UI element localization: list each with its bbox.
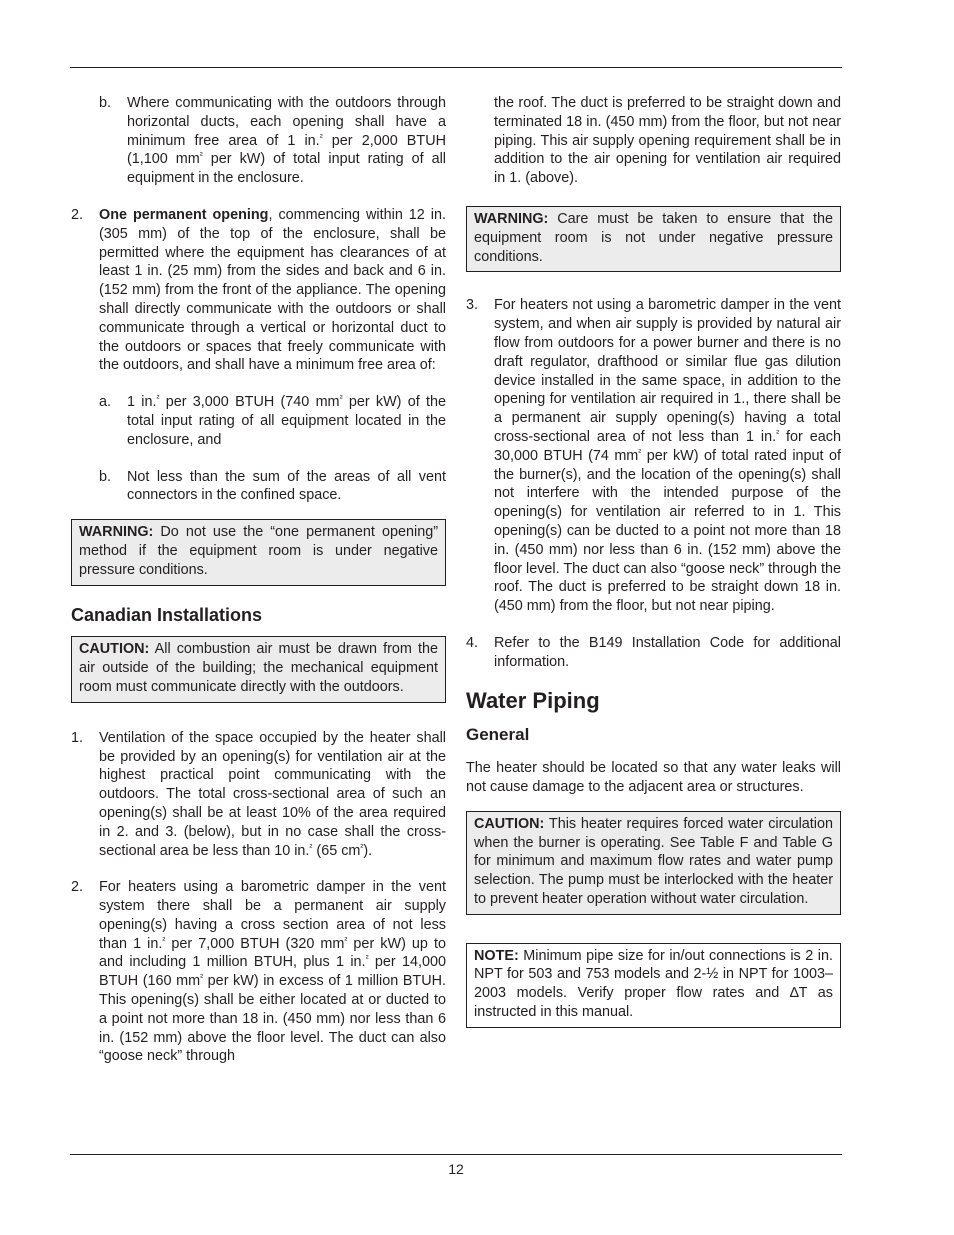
caution-text: All combustion air must be drawn from the air outside of the building; the mechanical equipment room must communicate directly with the outdoors. (79, 641, 438, 695)
warning-box (71, 519, 446, 585)
list-marker: a. (99, 394, 112, 411)
note-text: Minimum pipe size for in/out connections is 2 in. NPT for 503 and 753 models and 2-½ in NPT for 1003–2003 models. Verify proper flow rates and ∆T as instructed in this manual. (474, 947, 833, 1021)
continued-text: the roof. The duct is preferred to be straight down and terminated 18 in. (450 mm) from the floor, but not near piping. This air supply opening requirement shall be in addition to the air opening for ventilation air required in 1. (above). (494, 95, 841, 187)
list-marker: b. (99, 95, 112, 111)
note-label: NOTE: (474, 947, 519, 964)
left-column (71, 94, 446, 1066)
canadian-installations-heading: Canadian Installations (71, 604, 263, 625)
list-text: 1 in.$^{^2}$ per 3,000 BTUH (740 $mm^{^2}$ per kW) of the total input rating of all equipment located in the enclosure, and (127, 393, 446, 448)
caution-label: CAUTION: (474, 815, 545, 832)
bottom-rule (70, 1154, 842, 1155)
note-box (466, 943, 841, 1028)
list-item-2 (71, 206, 446, 375)
canadian-list-item-2 (71, 878, 446, 1066)
list-marker: 2. (71, 206, 84, 223)
caution-box (466, 811, 841, 915)
list-text: Not less than the sum of the areas of all vent connectors in the confined space. (127, 468, 446, 504)
list-text: , commencing within 12 in. (305 mm) of the top of the enclosure, shall be permitted where the equipment has clearances of at least 1 in. (25 mm) from the sides and back and 6 in. (152 mm) from the front of the appliance. The opening shall directly communicate with the outdoors or shall communicate through a vertical or horizontal duct to the outdoors or spaces that freely communicate with the outdoors, and shall have a minimum free area of: (99, 206, 446, 374)
page-number: 12 (448, 1161, 464, 1177)
warning-text: Do not use the “one permanent opening” method if the equipment room is under negative pressure conditions. (79, 524, 438, 578)
top-rule (70, 67, 842, 68)
list-marker: 1. (71, 729, 84, 746)
canadian-list-item-4 (466, 634, 841, 672)
water-piping-heading: Water Piping (466, 687, 600, 713)
list-text: For heaters not using a barometric damper in the vent system, and when air supply is provided by natural air flow from outdoors for a power burner and there is no draft regulator, drafthood or similar flue gas dilution device installed in the same space, in addition to the opening for ventilation air required in 1., there shall be a permanent air supply opening(s) having a total cross-sectional area of not less than 1 in.$^{^2}$ for each 30,000 BTUH (74 $mm^{^2}$ per kW) of total rated input of the burner(s), and the location of the opening(s) shall not interfere with the intended purpose of the opening(s) for ventilation air referred to in 1. This opening(s) can be ducted to a point not more than 18 in. (450 mm) nor less than 6 in. (152 mm) above the floor level. The duct can also “goose neck” through the roof. The duct is preferred to be straight down 18 in. (450 mm) from the floor, but not near piping. (494, 297, 841, 615)
general-paragraph: The heater should be located so that any water leaks will not cause damage to the adjacent area or structures. (466, 760, 841, 795)
list-marker: 4. (466, 634, 479, 651)
list-marker: 3. (466, 297, 479, 314)
list-bold-lead: One permanent opening (99, 206, 269, 223)
caution-label: CAUTION: (79, 641, 150, 658)
list-item-2a (71, 393, 446, 449)
list-marker: 2. (71, 879, 84, 896)
list-marker: b. (99, 468, 112, 485)
general-heading: General (466, 725, 530, 745)
warning-text: Care must be taken to ensure that the equipment room is not under negative pressure conditions. (474, 210, 833, 265)
list-text: For heaters using a barometric damper in the vent system there shall be a permanent air supply opening(s) having a cross section area of not less than 1 in.$^{^2}$ per 7,000 BTUH (320 $mm^{^2}$ per kW) up to and including 1 million BTUH, plus 1 in.$^{^2}$ per 14,000 BTUH (160 $mm^{^2}$ per kW) in excess of 1 million BTUH. This opening(s) shall be either located at or ducted to a point not more than 18 in. (450 mm) nor less than 6 in. (152 mm) above the floor level. The duct can also “goose neck” through (99, 879, 446, 1065)
right-column (466, 94, 841, 1028)
list-text: Where communicating with the outdoors through horizontal ducts, each opening shall have a minimum free area of 1 in.$^{^2}$ per 2,000 BTUH (1,100 $mm^{^2}$ per kW) of total input rating of all equipment in the enclosure. (127, 95, 446, 187)
warning-box (466, 206, 841, 272)
caution-box (71, 636, 446, 702)
warning-label: WARNING: (79, 524, 154, 541)
list-text: Ventilation of the space occupied by the heater shall be provided by an opening(s) for ventilation air at the highest practical point communicating with the outdoors. The total cross-sectional area of such an opening(s) shall be at least 10% of the area required in 2. and 3. (below), but in no case shall the cross-sectional area be less than 10 in.$^{^2}$ (65 $cm^{^2}$). (99, 729, 446, 859)
warning-label: WARNING: (474, 210, 549, 227)
caution-text: This heater requires forced water circulation when the burner is operating. See Table F and Table G for minimum and maximum flow rates and water pump selection. The pump must be interlocked with the heater to prevent heater operation without water circulation. (474, 815, 833, 907)
list-item-b (71, 94, 446, 188)
list-item-2b (71, 468, 446, 506)
canadian-list-item-1 (71, 729, 446, 861)
list-text: Refer to the B149 Installation Code for additional information. (494, 634, 841, 670)
canadian-list-item-3 (466, 296, 841, 616)
